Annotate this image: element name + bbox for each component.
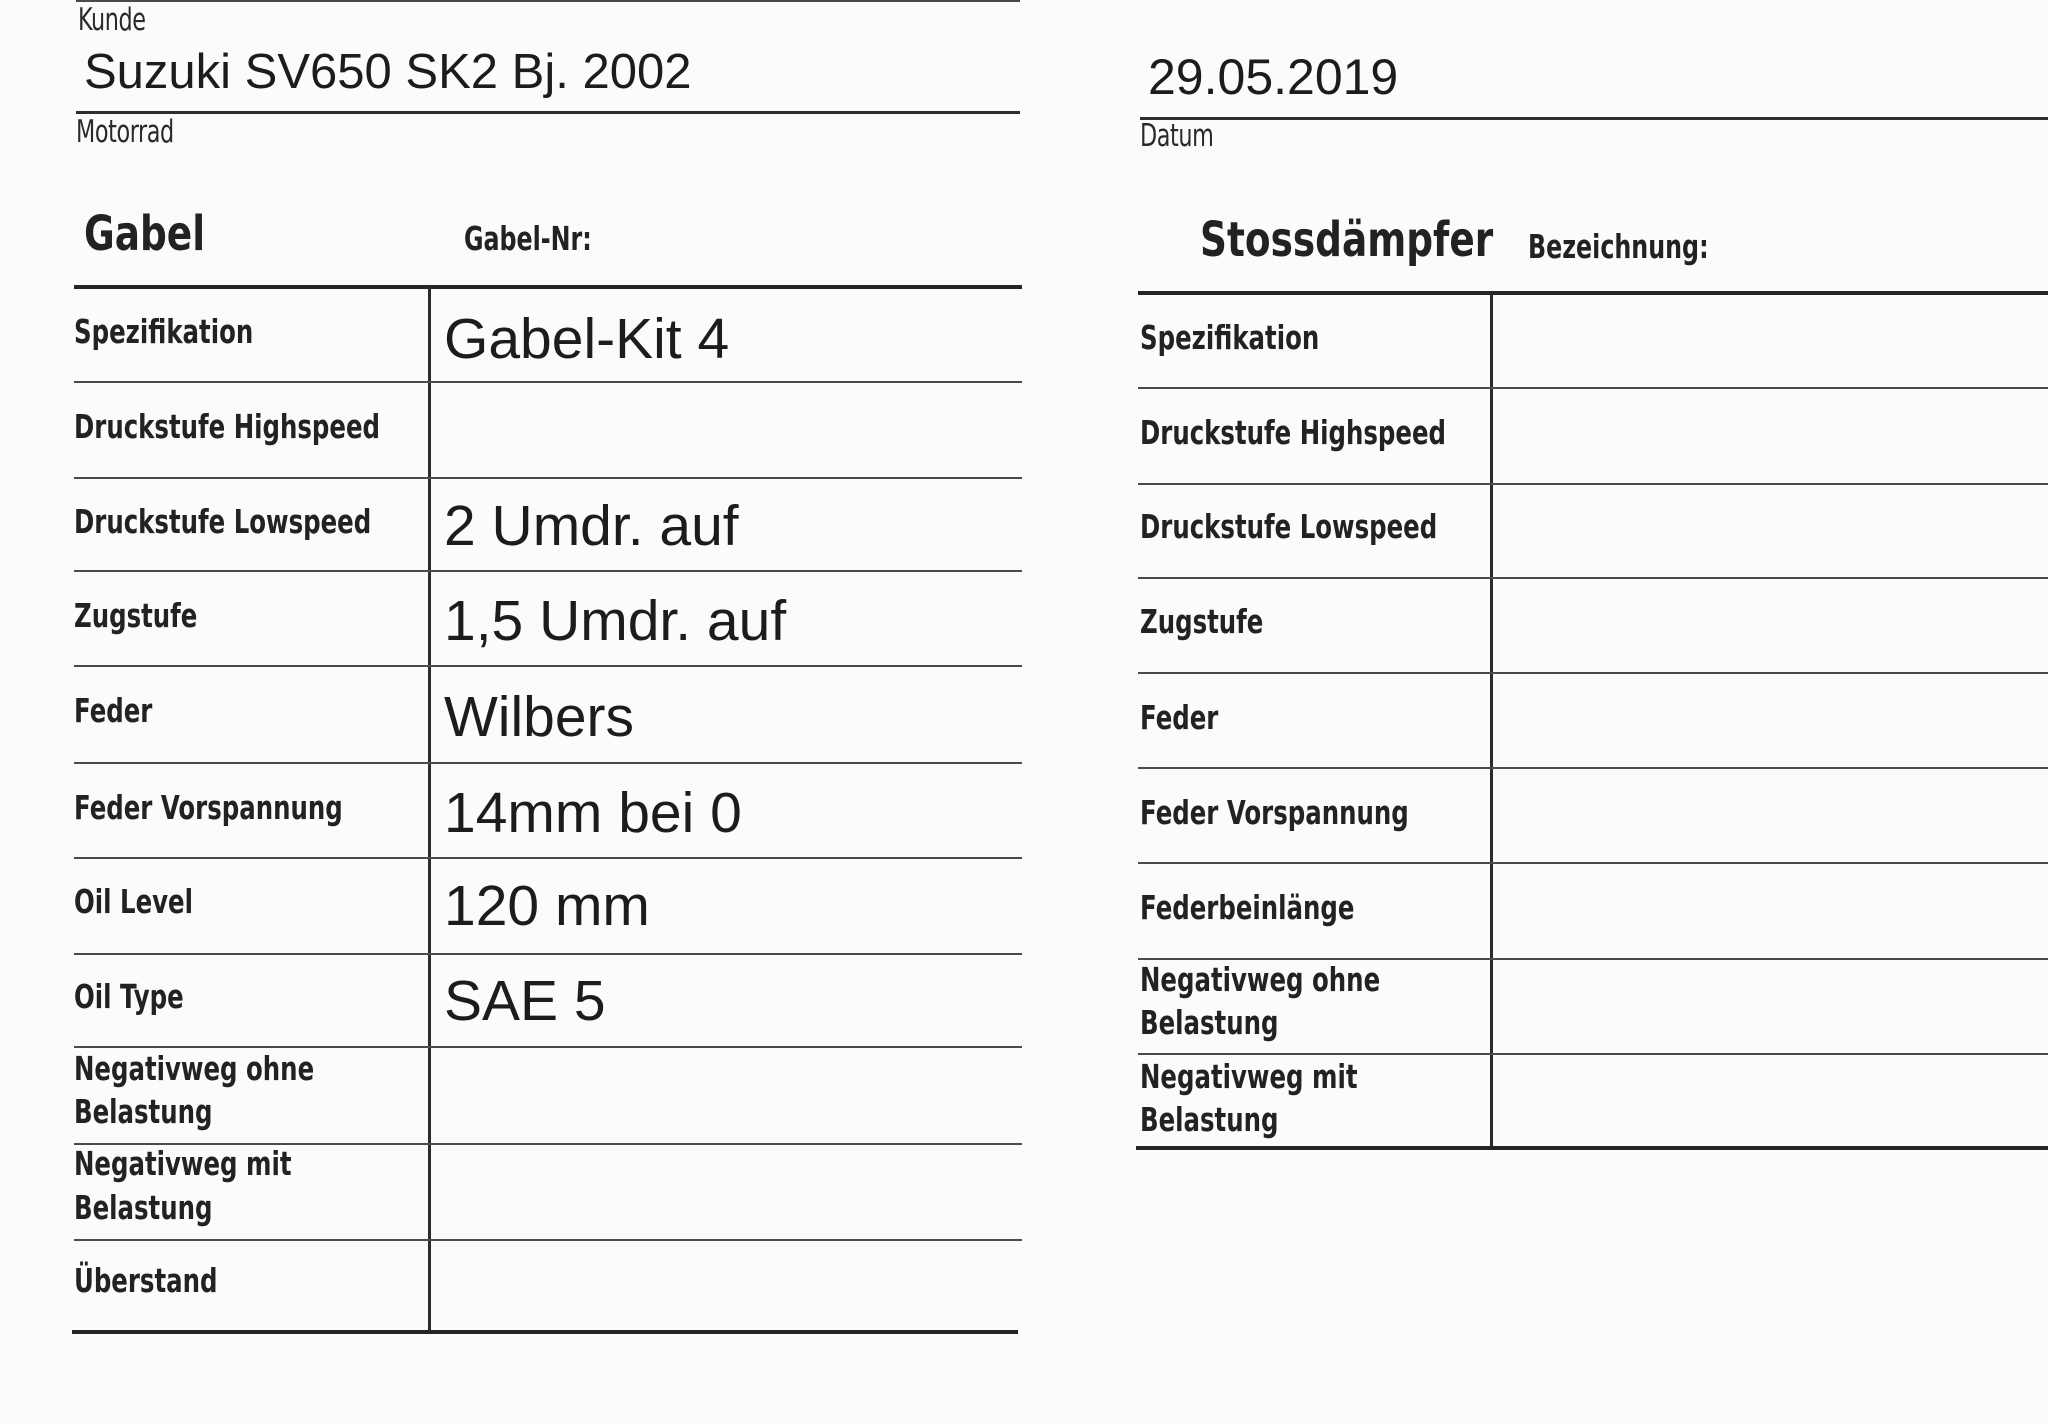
row-value[interactable]: SAE 5 [444, 969, 606, 1033]
row-label: Druckstufe Lowspeed [74, 502, 372, 541]
row-value[interactable]: 2 Umdr. auf [444, 494, 739, 558]
row-rule [1138, 387, 2048, 389]
motorrad-value[interactable]: Suzuki SV650 SK2 Bj. 2002 [84, 45, 692, 99]
row-label: Druckstufe Lowspeed [1140, 507, 1438, 546]
row-rule [1138, 577, 2048, 579]
row-label: Negativweg ohne [1140, 960, 1381, 999]
row-label: Feder [1140, 698, 1219, 737]
row-label: Negativweg ohne [74, 1049, 315, 1088]
row-rule [1138, 862, 2048, 864]
datum-label: Datum [1140, 118, 1214, 154]
row-value[interactable]: 120 mm [444, 874, 650, 938]
stoss-table-top [1138, 291, 2048, 295]
row-rule [74, 1239, 1022, 1241]
stoss-table-divider [1490, 293, 1493, 1148]
row-rule [74, 570, 1022, 572]
row-value[interactable]: Wilbers [444, 685, 635, 749]
row-label-line2: Belastung [1140, 1003, 1279, 1042]
motorrad-rule [76, 111, 1020, 114]
top-rule [76, 0, 1020, 2]
row-label: Druckstufe Highspeed [74, 407, 380, 446]
row-label: Spezifikation [74, 312, 254, 351]
row-label: Spezifikation [1140, 318, 1320, 357]
row-rule [1138, 767, 2048, 769]
row-rule [1138, 672, 2048, 674]
gabel-table-top [74, 285, 1022, 289]
row-rule [74, 953, 1022, 955]
row-label: Zugstufe [74, 596, 198, 635]
datum-rule [1140, 117, 2048, 120]
bezeichnung-label: Bezeichnung: [1528, 227, 1709, 266]
datum-value[interactable]: 29.05.2019 [1148, 49, 1399, 105]
row-label: Druckstufe Highspeed [1140, 413, 1446, 452]
row-label: Federbeinlänge [1140, 888, 1355, 927]
row-label-line2: Belastung [74, 1188, 213, 1227]
stossdaempfer-title: Stossdämpfer [1200, 212, 1494, 268]
row-label: Zugstufe [1140, 602, 1264, 641]
gabel-nr-label: Gabel-Nr: [464, 219, 592, 258]
row-label: Feder Vorspannung [1140, 793, 1409, 832]
row-rule [74, 762, 1022, 764]
row-label-line2: Belastung [74, 1092, 213, 1131]
row-label: Oil Level [74, 882, 193, 921]
row-value[interactable]: 14mm bei 0 [444, 781, 742, 845]
motorrad-label: Motorrad [76, 114, 174, 150]
row-value[interactable]: Gabel-Kit 4 [444, 307, 730, 371]
row-rule [1138, 483, 2048, 485]
row-rule [74, 665, 1022, 667]
row-label: Oil Type [74, 977, 184, 1016]
gabel-table-divider [428, 287, 431, 1331]
kunde-label: Kunde [78, 2, 146, 38]
row-value[interactable]: 1,5 Umdr. auf [444, 589, 787, 653]
row-label: Negativweg mit [74, 1144, 292, 1183]
row-label: Feder Vorspannung [74, 788, 343, 827]
row-label: Negativweg mit [1140, 1057, 1358, 1096]
stoss-table-bottom [1136, 1146, 2048, 1150]
row-label: Feder [74, 691, 153, 730]
gabel-title: Gabel [84, 206, 206, 262]
row-rule [74, 477, 1022, 479]
row-label: Überstand [74, 1261, 218, 1300]
row-label-line2: Belastung [1140, 1100, 1279, 1139]
gabel-table-bottom [72, 1330, 1018, 1334]
row-rule [74, 381, 1022, 383]
row-rule [74, 857, 1022, 859]
